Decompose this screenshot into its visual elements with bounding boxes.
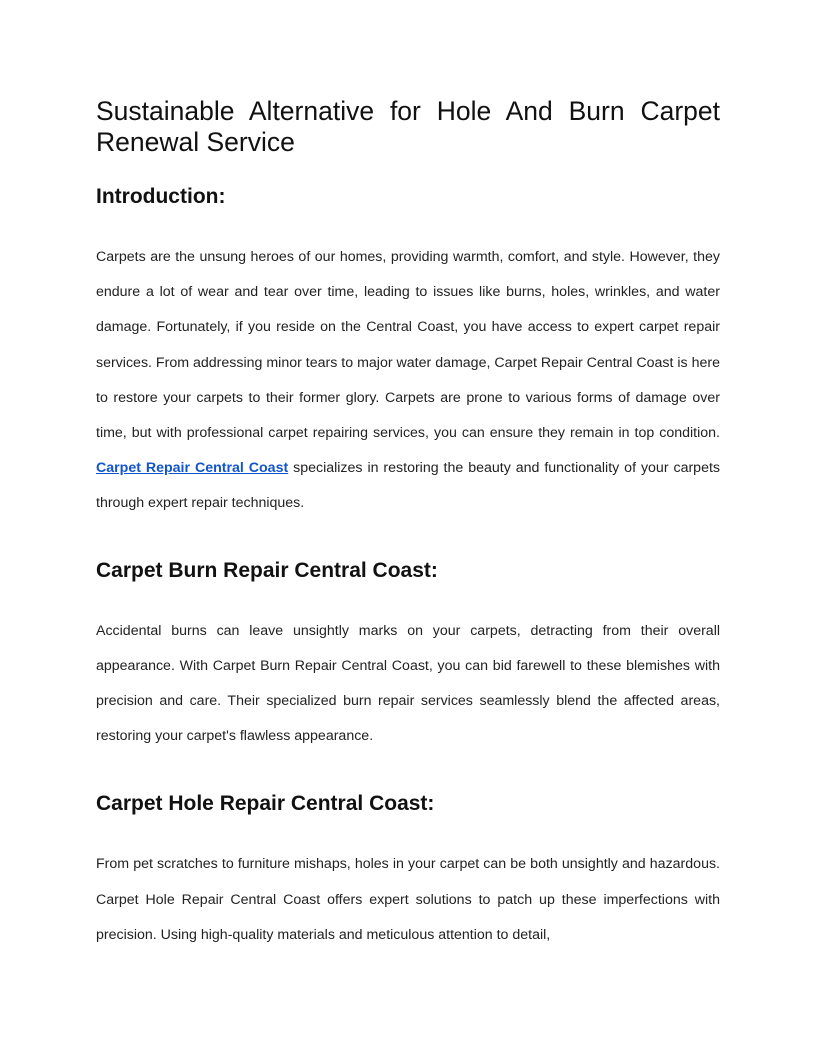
section-heading-hole-repair: Carpet Hole Repair Central Coast: [96,792,435,816]
section-heading-burn-repair: Carpet Burn Repair Central Coast: [96,558,438,582]
introduction-paragraph [96,240,720,522]
document-page [96,96,720,953]
intro-text-before-link: Carpets are the unsung heroes of our homes, providing warmth, comfort, and style. However, they endure a lot of wear and tear over time, leading to issues like burns, holes, wrinkles, and water damage. Fortunately, if you reside on the Central Coast, you have access to expert carpet repair services. From addressing minor tears to major water damage, Carpet Repair Central Coast is here to restore your carpets to their former glory. Carpets are prone to various forms of damage over time, but with professional carpet repairing services, you can ensure they remain in top condition. [96,249,720,442]
hole-repair-paragraph: From pet scratches to furniture mishaps, holes in your carpet can be both unsightly and hazardous. Carpet Hole Repair Central Coast offers expert solutions to patch up these imperfections with precision. Using high-quality materials and meticulous attention to detail, [96,856,720,943]
section-heading-introduction: Introduction: [96,185,226,208]
carpet-repair-link[interactable]: Carpet Repair Central Coast [96,460,289,477]
document-title: Sustainable Alternative for Hole And Burn Carpet Renewal Service [96,96,720,157]
burn-repair-paragraph: Accidental burns can leave unsightly marks on your carpets, detracting from their overall appearance. With Carpet Burn Repair Central Coast, you can bid farewell to these blemishes with precision and care. Their specialized burn repair services seamlessly blend the affected areas, restoring your carpet's flawless appearance. [96,622,720,745]
intro-text-after-link: specializes in restoring the beauty and functionality of your carpets through expert repair techniques. [96,460,720,512]
